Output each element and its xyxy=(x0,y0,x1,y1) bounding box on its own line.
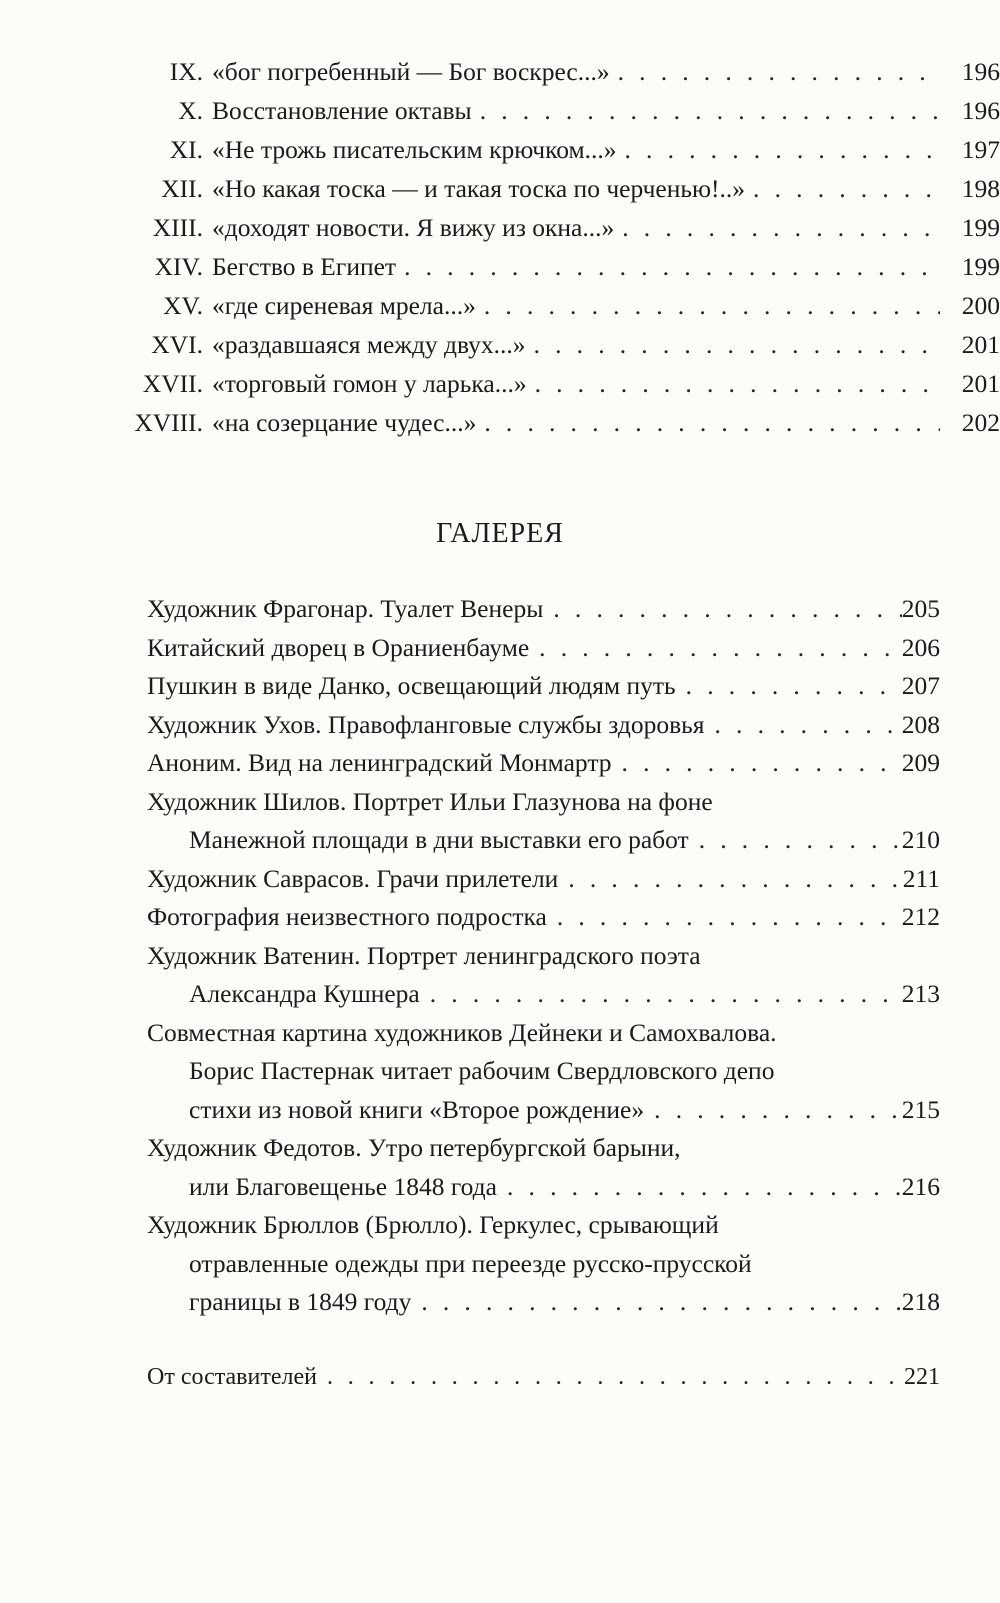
entry-page: 199 xyxy=(961,213,1000,242)
toc-entry xyxy=(0,247,1000,286)
entry-page: 207 xyxy=(901,671,940,700)
entry-title: Бегство в Египет xyxy=(212,252,397,281)
dot-leader xyxy=(614,208,940,247)
dot-leader xyxy=(704,706,901,745)
entry-title: Художник Фрагонар. Туалет Венеры xyxy=(147,594,544,623)
entry-title: Восстановление октавы xyxy=(212,96,472,125)
entry-title-line: Борис Пастернак читает рабочим Свердловского депо xyxy=(189,1056,775,1085)
entry-title-line: Художник Брюллов (Брюлло). Геркулес, срывающий xyxy=(147,1210,719,1239)
entry-title: «торговый гомон у ларька...» xyxy=(212,369,527,398)
entry-page: 212 xyxy=(901,902,940,931)
dot-leader xyxy=(420,975,902,1014)
gallery-entry xyxy=(0,1206,1000,1322)
toc-entry xyxy=(0,208,1000,247)
dot-leader xyxy=(612,744,902,783)
toc-entry xyxy=(0,403,1000,442)
entry-number: XVI. xyxy=(151,330,203,359)
entry-page: 200 xyxy=(961,291,1000,320)
dot-leader xyxy=(543,590,901,629)
entry-page: 197 xyxy=(961,135,1000,164)
entry-title-line: стихи из новой книги «Второе рождение» xyxy=(189,1094,645,1124)
gallery-entry xyxy=(0,937,1000,1014)
dot-leader xyxy=(396,247,940,286)
entry-title: «доходят новости. Я вижу из окна...» xyxy=(212,213,615,242)
entry-title-line: Манежной площади в дни выставки его работ xyxy=(189,825,689,854)
gallery-entry xyxy=(0,667,1000,706)
entry-title: Художник Саврасов. Грачи прилетели xyxy=(147,863,559,893)
dot-leader xyxy=(529,629,902,668)
dot-leader xyxy=(547,898,902,937)
dot-leader xyxy=(745,169,940,208)
entry-title: «на созерцание чудес...» xyxy=(212,408,477,437)
entry-title: Пушкин в виде Данко, освещающий людям путь xyxy=(147,671,676,700)
entry-number: XVIII. xyxy=(134,408,203,437)
entry-title: «где сиреневая мрела...» xyxy=(212,291,476,320)
toc-section-gallery xyxy=(0,590,1000,1322)
gallery-entry xyxy=(0,860,1000,899)
entry-page: 198 xyxy=(961,174,1000,203)
gallery-entry xyxy=(0,706,1000,745)
entry-title-line: Художник Ватенин. Портрет ленинградского поэта xyxy=(147,940,701,970)
entry-title-line: Художник Федотов. Утро петербургской барыни, xyxy=(147,1133,681,1162)
gallery-entry xyxy=(0,629,1000,668)
gallery-entry xyxy=(0,783,1000,860)
entry-number: XI. xyxy=(169,135,203,164)
entry-page: 199 xyxy=(961,252,1000,281)
entry-title: «Не трожь писательским крючком...» xyxy=(212,135,617,164)
dot-leader xyxy=(476,286,940,325)
entry-page: 205 xyxy=(901,594,940,623)
entry-title: «раздавшаяся между двух...» xyxy=(212,330,526,359)
dot-leader xyxy=(676,667,902,706)
toc-entry xyxy=(0,91,1000,130)
entry-number: X. xyxy=(178,96,203,125)
entry-title-line: или Благовещенье 1848 года xyxy=(189,1171,497,1201)
entry-number: XIV. xyxy=(154,252,203,281)
entry-page: 209 xyxy=(901,748,940,777)
section-heading-gallery: ГАЛЕРЕЯ xyxy=(436,518,564,549)
entry-page: 208 xyxy=(901,709,940,739)
gallery-entry xyxy=(0,898,1000,937)
entry-title-line: Совместная картина художников Дейнеки и Самохвалова. xyxy=(147,1017,777,1047)
entry-title: Художник Ухов. Правофланговые службы здоровья xyxy=(147,709,705,739)
entry-page: 196 xyxy=(961,57,1000,86)
entry-title-line: Художник Шилов. Портрет Ильи Глазунова на фоне xyxy=(147,786,713,816)
gallery-entry xyxy=(0,1129,1000,1206)
entry-number: XV. xyxy=(163,291,203,320)
toc-entry xyxy=(0,286,1000,325)
toc-entry xyxy=(0,169,1000,208)
toc-entry xyxy=(0,130,1000,169)
entry-title: «бог погребенный — Бог воскрес...» xyxy=(212,57,610,86)
entry-title: Аноним. Вид на ленинградский Монмартр xyxy=(147,748,612,777)
dot-leader xyxy=(526,325,940,364)
entry-page: 221 xyxy=(904,1364,940,1390)
entry-number: IX. xyxy=(169,57,203,86)
toc-entry xyxy=(0,364,1000,403)
entry-number: XVII. xyxy=(142,369,203,398)
entry-page: 206 xyxy=(901,632,940,662)
entry-title: Фотография неизвестного подростка xyxy=(147,902,547,931)
entry-title-line: отравленные одежды при переезде русско-прусской xyxy=(189,1248,752,1278)
entry-number: XIII. xyxy=(152,213,203,242)
dot-leader xyxy=(644,1091,902,1130)
entry-page: 213 xyxy=(901,979,940,1008)
dot-leader xyxy=(527,364,940,403)
entry-title: Китайский дворец в Ораниенбауме xyxy=(147,632,530,662)
dot-leader xyxy=(476,403,940,442)
entry-title-line: Александра Кушнера xyxy=(189,979,420,1008)
entry-page: 215 xyxy=(901,1094,940,1124)
entry-page: 216 xyxy=(901,1171,940,1201)
entry-page: 201 xyxy=(961,330,1000,359)
dot-leader xyxy=(411,1283,901,1322)
dot-leader xyxy=(689,821,902,860)
gallery-entry xyxy=(0,1014,1000,1130)
dot-leader xyxy=(472,91,940,130)
entry-page: 218 xyxy=(901,1287,940,1316)
dot-leader xyxy=(497,1168,902,1207)
entry-title: От составителей xyxy=(147,1364,317,1390)
entry-title-line: границы в 1849 году xyxy=(189,1287,412,1316)
entry-page: 196 xyxy=(961,96,1000,125)
toc-entry xyxy=(0,52,1000,91)
dot-leader xyxy=(610,52,940,91)
entry-page: 211 xyxy=(902,863,940,893)
toc-section-afterword xyxy=(0,1358,1000,1397)
gallery-entry xyxy=(0,590,1000,629)
entry-number: XII. xyxy=(161,174,203,203)
entry-page: 202 xyxy=(961,408,1000,437)
entry-page: 201 xyxy=(961,369,1000,398)
toc-section-poems xyxy=(0,52,1000,442)
toc-entry-afterword xyxy=(0,1358,1000,1397)
dot-leader xyxy=(616,130,940,169)
entry-page: 210 xyxy=(901,825,940,854)
dot-leader xyxy=(317,1358,904,1397)
dot-leader xyxy=(558,860,902,899)
entry-title: «Но какая тоска — и такая тоска по черченью!..» xyxy=(212,174,746,203)
gallery-entry xyxy=(0,744,1000,783)
toc-entry xyxy=(0,325,1000,364)
